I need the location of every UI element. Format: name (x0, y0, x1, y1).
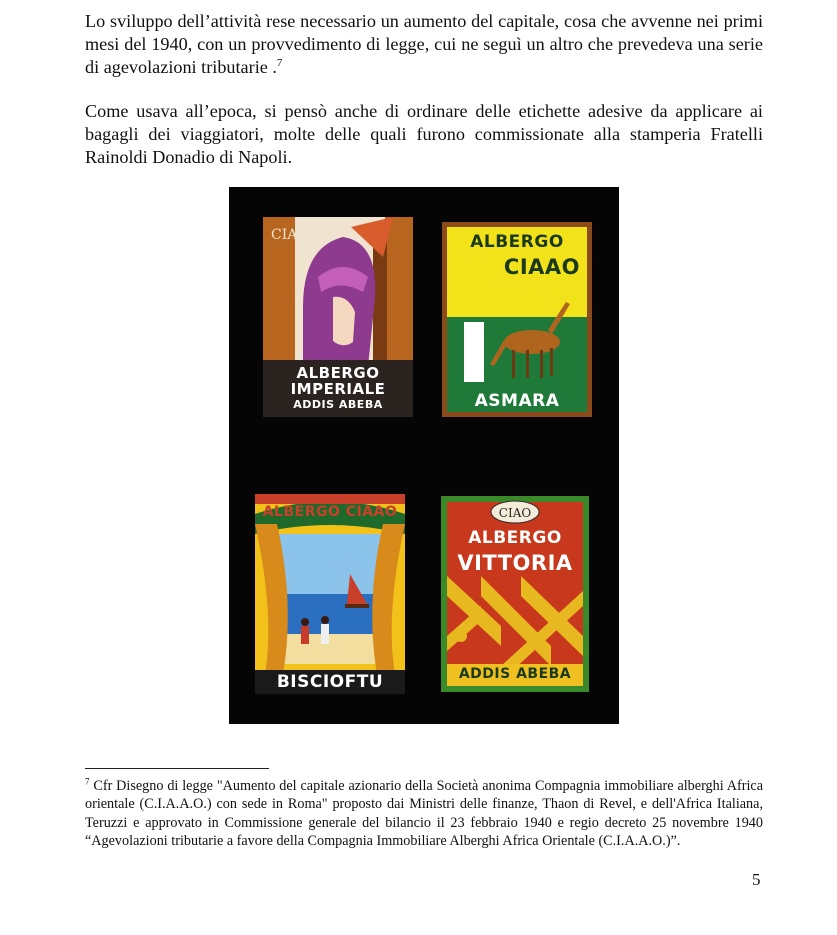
label-albergo-vittoria (441, 496, 589, 692)
label-bisciofti-art (255, 494, 405, 694)
label-bisciofti-line1: ALBERGO CIAAO (262, 504, 398, 520)
label-vittoria-line1: ALBERGO (468, 528, 562, 548)
label-bisciofti-line3: BISCIOFTU (276, 672, 384, 692)
label-asmara-line2: CIAAO (503, 255, 580, 279)
label-albergo-ciaao-asmara (442, 222, 592, 417)
paragraph-luggage-labels: Come usava all’epoca, si pensò anche di ordinare delle etichette adesive da applicare ai bagagli dei viaggiatori, molte delle quali furono commissionate alla stamperia Fratelli Rainoldi Donadio di Napoli. (85, 101, 763, 167)
label-imperiale-logo: CIAO (271, 227, 309, 243)
label-vittoria-logo: CIAO (498, 506, 532, 520)
footnote-text: Cfr Disegno di legge "Aumento del capitale azionario della Società anonima Compagnia immobiliare alberghi Africa orientale (C.I.A.A.O.) con sede in Roma" proposto dai Ministri delle finanze, Thaon di Revel, e dell'Africa Italiana, Teruzzi e approvato in Commissione generale del bilancio il 23 febbraio 1940 e regio decreto 25 novembre 1940 “Agevolazioni tributarie a favore della Compagnia Immobiliare Alberghi Africa Orientale (C.I.A.A.O.)”. (85, 778, 763, 849)
label-vittoria-line2: VITTORIA (457, 551, 573, 575)
label-albergo-ciaao-bisciofti (255, 494, 405, 694)
label-imperiale-line3: ADDIS ABEBA (293, 398, 383, 411)
label-imperiale-line1: ALBERGO (296, 364, 380, 382)
label-albergo-imperiale (263, 217, 413, 417)
paragraph-capital-increase: Lo sviluppo dell’attività rese necessario un aumento del capitale, cosa che avvenne nei primi mesi del 1940, con un provvedimento di legge, cui ne seguì un altro che prevedeva una serie di agevolazioni tributarie .$^7$ (85, 11, 763, 77)
label-vittoria-line3: ADDIS ABEBA (458, 666, 572, 682)
luggage-labels-photo (229, 187, 619, 724)
label-asmara-line3: ASMARA (474, 391, 560, 411)
label-vittoria-art (441, 496, 589, 692)
footnote-7 (85, 777, 763, 850)
footnote-number: 7 (85, 776, 90, 787)
footnote-separator (85, 768, 269, 769)
label-asmara-line1: ALBERGO (470, 232, 564, 252)
label-imperiale-line2: IMPERIALE (290, 380, 386, 398)
footnote-ref[interactable]: 7 (276, 56, 283, 69)
page-number: 5 (752, 870, 761, 889)
